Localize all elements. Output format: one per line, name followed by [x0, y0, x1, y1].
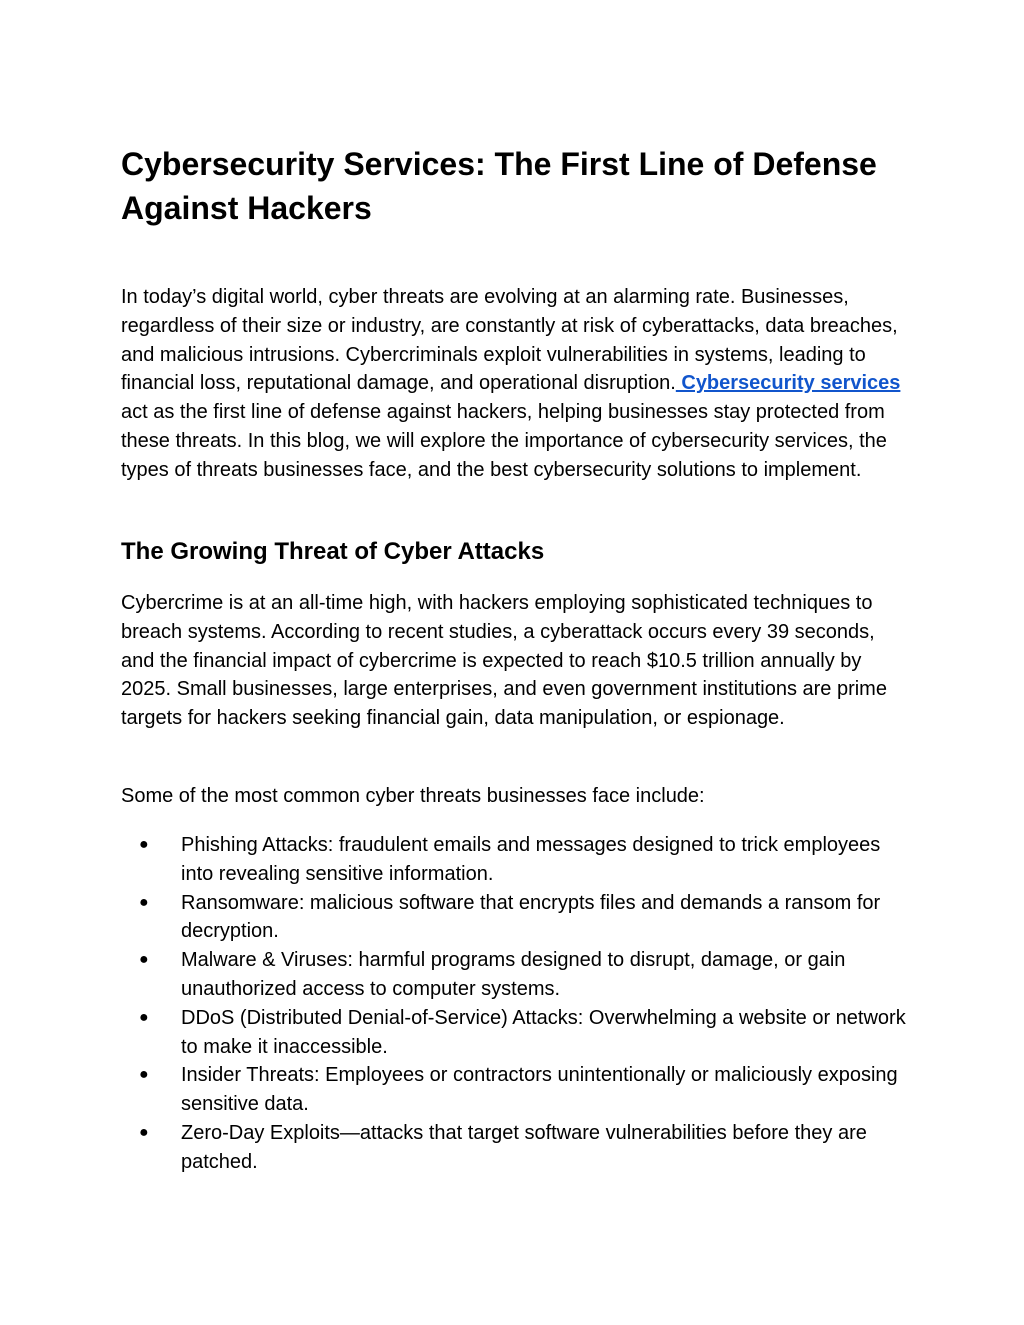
- bullet-icon: ●: [139, 1008, 149, 1026]
- list-item-text: Insider Threats: Employees or contractors unintentionally or maliciously exposing sensitive data.: [181, 1064, 898, 1116]
- list-item: [121, 889, 911, 947]
- list-item-text: Malware & Viruses: harmful programs designed to disrupt, damage, or gain unauthorized access to computer systems.: [181, 949, 846, 1000]
- list-item-text: DDoS (Distributed Denial-of-Service) Attacks: Overwhelming a website or network to make it inaccessible.: [181, 1006, 906, 1058]
- document-title: Cybersecurity Services: The First Line of Defense Against Hackers: [121, 146, 877, 226]
- bullet-icon: ●: [139, 1123, 149, 1141]
- intro-text-before-link: In today’s digital world, cyber threats are evolving at an alarming rate. Businesses, regardless of their size or industry, are constantly at risk of cyberattacks, data breaches, and malicious intrusions. Cybercriminals exploit vulnerabilities in systems, leading to financial loss, reputational damage, and operational disruption.: [121, 286, 898, 395]
- bullet-icon: ●: [139, 1066, 149, 1084]
- intro-text-after-link: act as the first line of defense against hackers, helping businesses stay protected from these threats. In this blog, we will explore the importance of cybersecurity services, the types of threats businesses face, and the best cybersecurity solutions to implement.: [121, 401, 887, 481]
- list-item: [121, 946, 911, 1004]
- list-item: [121, 1061, 911, 1119]
- section-paragraph: Cybercrime is at an all-time high, with hackers employing sophisticated techniques to breach systems. According to recent studies, a cyberattack occurs every 39 seconds, and the financial impact of cybercrime is expected to reach $10.5 trillion annually by 2025. Small businesses, large enterprises, and even government institutions are prime targets for hackers seeking financial gain, data manipulation, or espionage.: [121, 592, 887, 730]
- list-item-text: Phishing Attacks: fraudulent emails and messages designed to trick employees into revealing sensitive information.: [181, 834, 881, 885]
- list-item: [121, 831, 911, 889]
- bullet-icon: ●: [139, 951, 149, 969]
- bullet-icon: ●: [139, 893, 149, 911]
- bullet-icon: ●: [139, 836, 149, 853]
- list-item: [121, 1004, 911, 1062]
- threat-list: [121, 831, 911, 1177]
- list-item-text: Zero-Day Exploits—attacks that target software vulnerabilities before they are patched.: [181, 1121, 867, 1173]
- intro-paragraph: [121, 283, 911, 485]
- list-intro: Some of the most common cyber threats businesses face include:: [121, 785, 705, 807]
- list-item-text: Ransomware: malicious software that encrypts files and demands a ransom for decryption.: [181, 891, 881, 943]
- cybersecurity-services-link[interactable]: Cybersecurity services: [675, 372, 901, 395]
- list-item: [121, 1119, 911, 1177]
- section-heading: The Growing Threat of Cyber Attacks: [121, 538, 545, 565]
